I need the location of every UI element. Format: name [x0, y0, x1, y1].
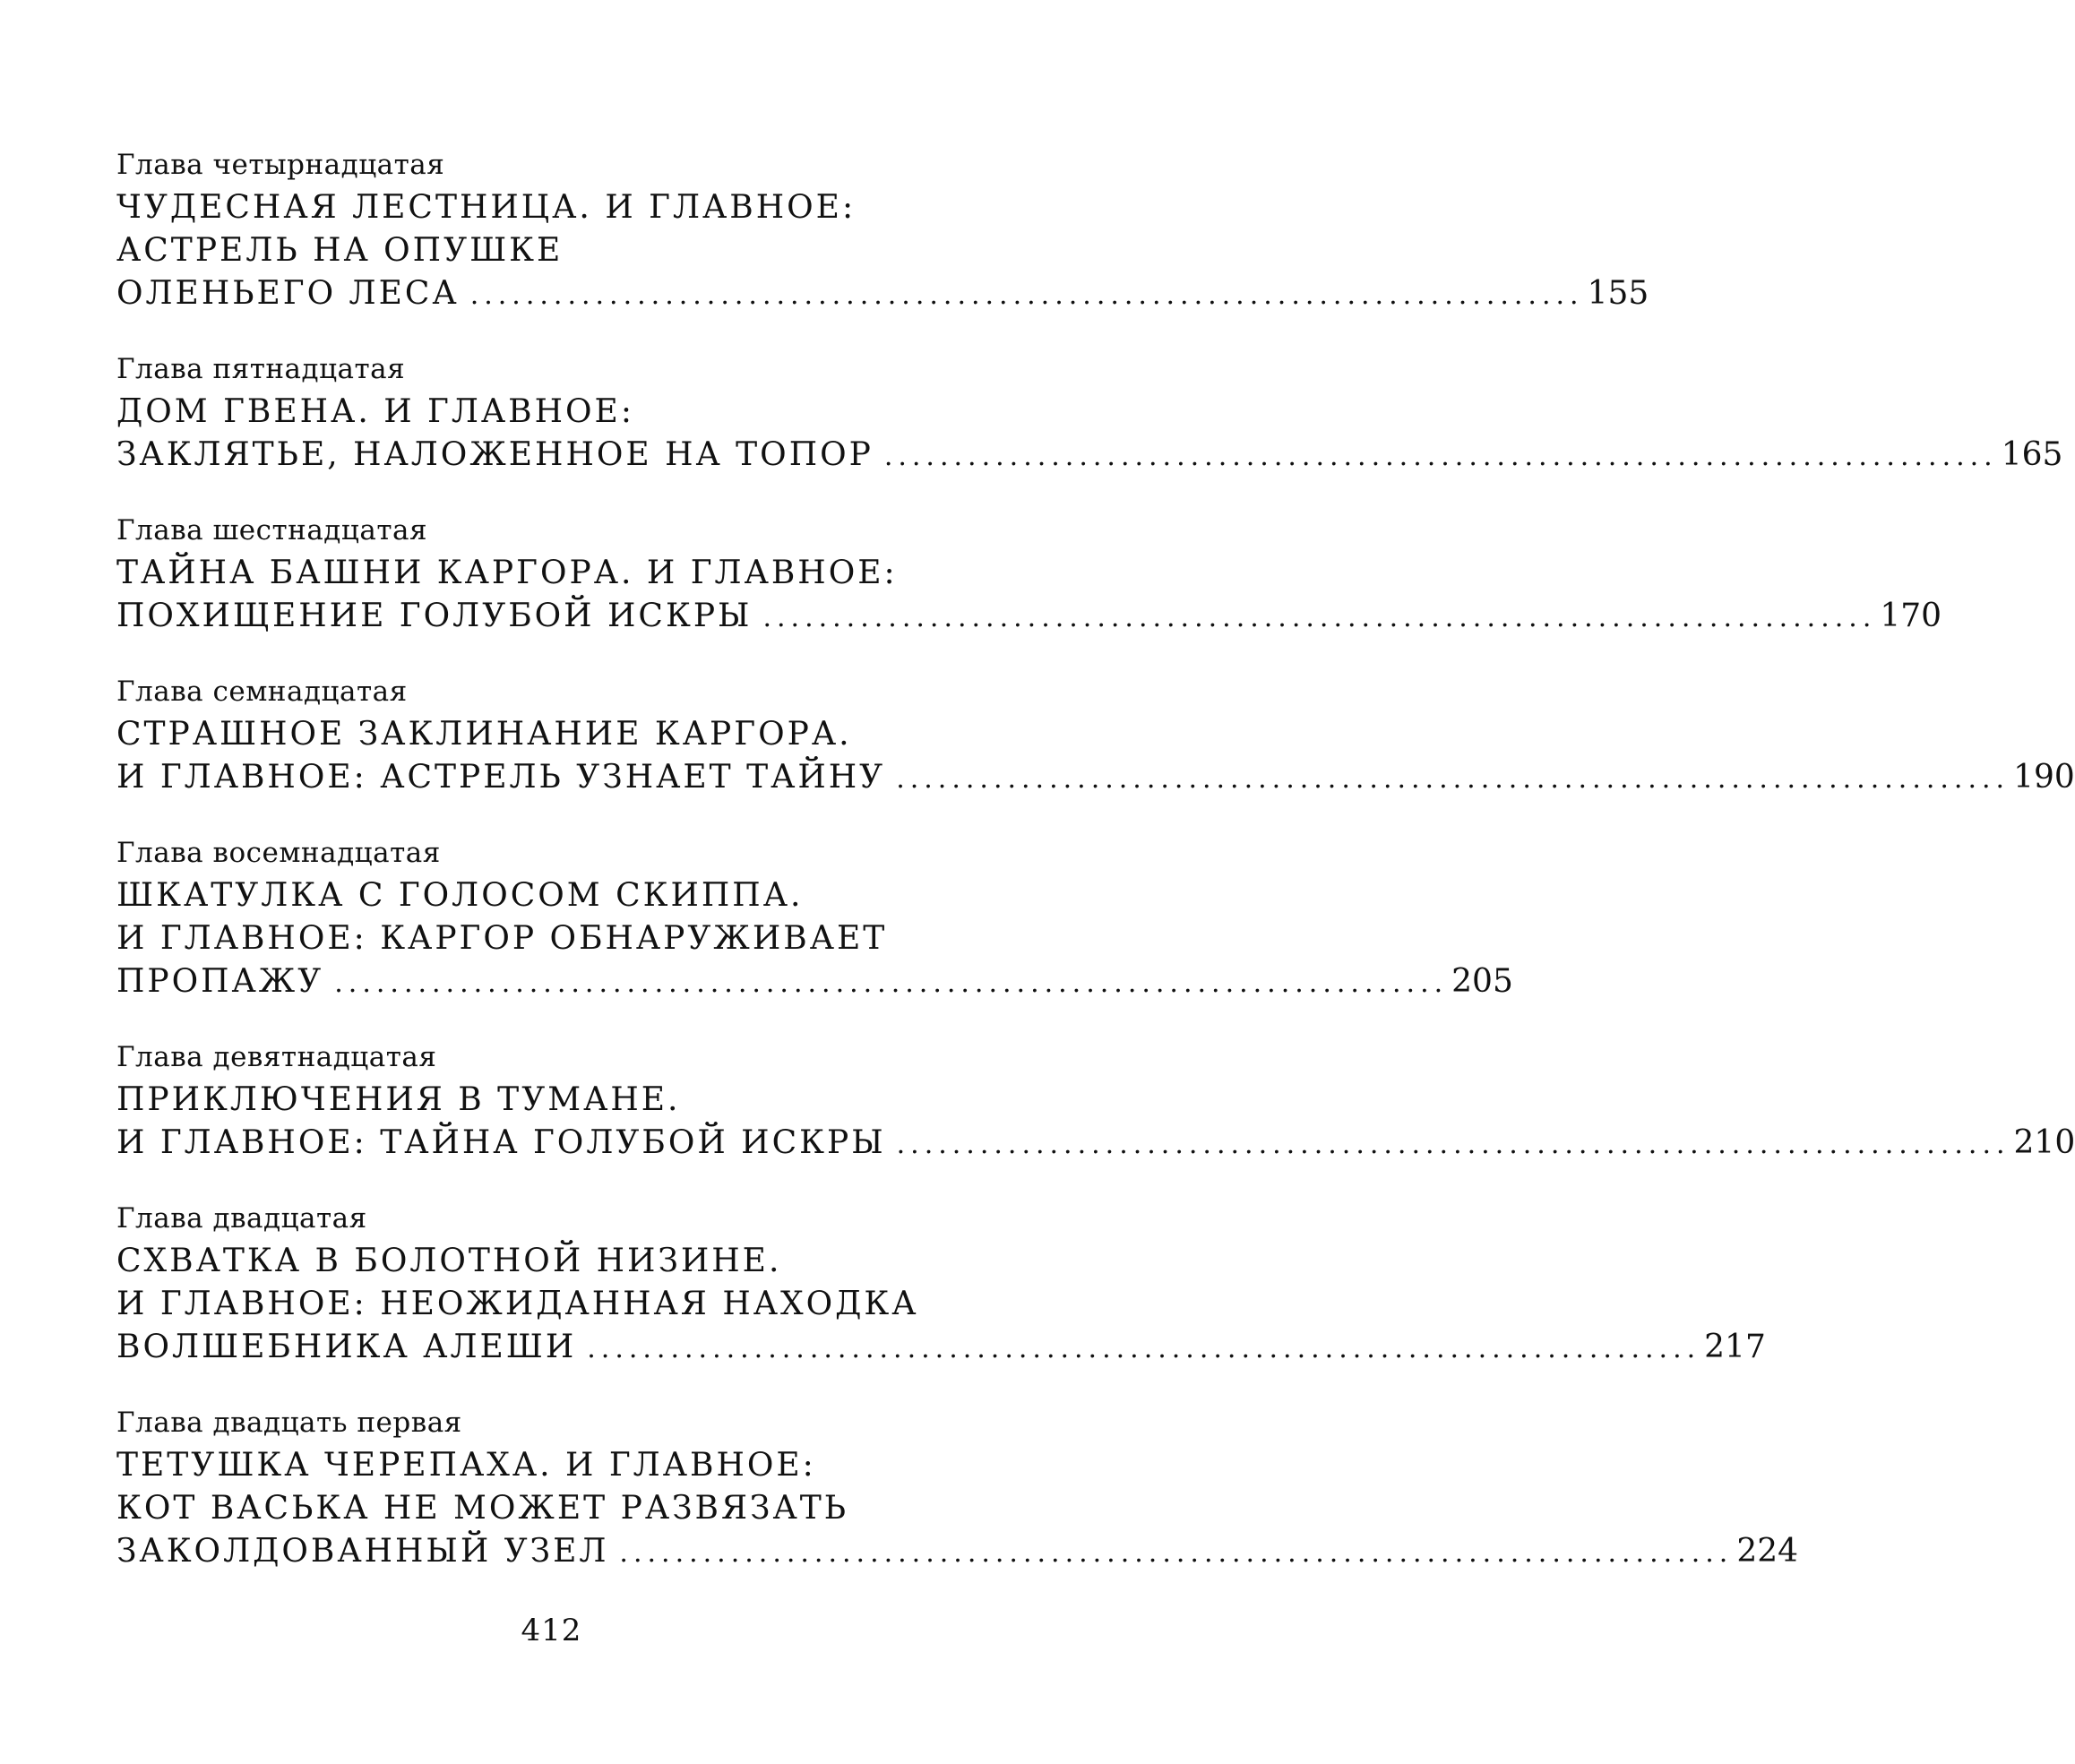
chapter-title-line: ВОЛШЕБНИКА АЛЕШИ: [116, 1329, 577, 1365]
chapter-title-line: ДОМ ГВЕНА. И ГЛАВНОЕ:: [116, 393, 634, 430]
chapter-title-line: ЗАКЛЯТЬЕ, НАЛОЖЕННОЕ НА ТОПОР: [116, 436, 874, 473]
chapter-title-line: КОТ ВАСЬКА НЕ МОЖЕТ РАЗВЯЗАТЬ: [116, 1490, 849, 1527]
chapter-title-line: ПОХИЩЕНИЕ ГОЛУБОЙ ИСКРЫ: [116, 598, 753, 634]
chapter-page-number: 205: [1451, 963, 1513, 1000]
chapter-title-line: ОЛЕНЬЕГО ЛЕСА: [116, 275, 460, 312]
dot-leader: ................................................................................: [896, 1129, 2010, 1160]
table-of-contents: [116, 143, 2075, 1605]
chapter-title-final-line: [116, 1530, 1799, 1573]
dot-leader: ................................................................................: [587, 1333, 1701, 1364]
chapter-page-number: 217: [1704, 1329, 1766, 1365]
toc-entry: [116, 509, 1942, 638]
chapter-title-line: ЗАКОЛДОВАННЫЙ УЗЕЛ: [116, 1533, 609, 1570]
dot-leader: ................................................................................: [469, 280, 1584, 311]
chapter-title-line: АСТРЕЛЬ НА ОПУШКЕ: [116, 232, 564, 269]
chapter-title-final-line: [116, 434, 2063, 477]
chapter-page-number: 224: [1736, 1533, 1799, 1570]
chapter-title-line: ПРИКЛЮЧЕНИЯ В ТУМАНЕ.: [116, 1081, 681, 1118]
chapter-title-final-line: [116, 595, 1942, 638]
chapter-page-number: 155: [1587, 275, 1649, 312]
chapter-title-line: ТАЙНА БАШНИ КАРГОРА. И ГЛАВНОЕ:: [116, 555, 898, 591]
chapter-title-final-line: [116, 1326, 1766, 1369]
dot-leader: ................................................................................: [762, 602, 1877, 633]
toc-entry: [116, 831, 1513, 1003]
toc-entry: [116, 1036, 2075, 1165]
toc-entry: [116, 1197, 1766, 1369]
toc-entry: [116, 670, 2075, 799]
chapter-label: Глава двадцать первая: [116, 1407, 462, 1439]
chapter-title-line: ШКАТУЛКА С ГОЛОСОМ СКИППА.: [116, 877, 804, 914]
chapter-page-number: 170: [1880, 598, 1942, 634]
toc-entry: [116, 348, 2063, 477]
chapter-title-line: И ГЛАВНОЕ: АСТРЕЛЬ УЗНАЕТ ТАЙНУ: [116, 759, 886, 796]
chapter-label: Глава восемнадцатая: [116, 837, 441, 869]
dot-leader: ................................................................................: [883, 441, 1998, 472]
toc-entry: [116, 143, 1649, 315]
chapter-label: Глава пятнадцатая: [116, 353, 406, 385]
chapter-title-line: ТЕТУШКА ЧЕРЕПАХА. И ГЛАВНОЕ:: [116, 1447, 816, 1484]
chapter-title-line: СХВАТКА В БОЛОТНОЙ НИЗИНЕ.: [116, 1243, 782, 1279]
toc-entry: [116, 1401, 1799, 1573]
chapter-title-final-line: [116, 1122, 2075, 1165]
chapter-title-line: СТРАШНОЕ ЗАКЛИНАНИЕ КАРГОРА.: [116, 716, 852, 753]
page-number: 412: [521, 1613, 582, 1648]
chapter-title-line: И ГЛАВНОЕ: ТАЙНА ГОЛУБОЙ ИСКРЫ: [116, 1124, 886, 1161]
dot-leader: ................................................................................: [334, 968, 1449, 999]
chapter-title-line: ЧУДЕСНАЯ ЛЕСТНИЦА. И ГЛАВНОЕ:: [116, 189, 857, 226]
chapter-title-final-line: [116, 960, 1513, 1003]
chapter-title-final-line: [116, 756, 2075, 799]
dot-leader: ................................................................................: [619, 1537, 1734, 1569]
chapter-page-number: 190: [2013, 759, 2075, 796]
chapter-label: Глава девятнадцатая: [116, 1041, 437, 1073]
chapter-title-line: И ГЛАВНОЕ: НЕОЖИДАННАЯ НАХОДКА: [116, 1286, 919, 1322]
chapter-title-line: ПРОПАЖУ: [116, 963, 324, 1000]
chapter-page-number: 165: [2001, 436, 2063, 473]
chapter-page-number: 210: [2013, 1124, 2075, 1161]
chapter-label: Глава двадцатая: [116, 1202, 367, 1235]
chapter-label: Глава шестнадцатая: [116, 514, 428, 546]
chapter-title-line: И ГЛАВНОЕ: КАРГОР ОБНАРУЖИВАЕТ: [116, 920, 888, 957]
chapter-label: Глава семнадцатая: [116, 675, 408, 708]
chapter-label: Глава четырнадцатая: [116, 149, 445, 181]
dot-leader: ................................................................................: [896, 763, 2010, 795]
chapter-title-final-line: [116, 272, 1649, 315]
